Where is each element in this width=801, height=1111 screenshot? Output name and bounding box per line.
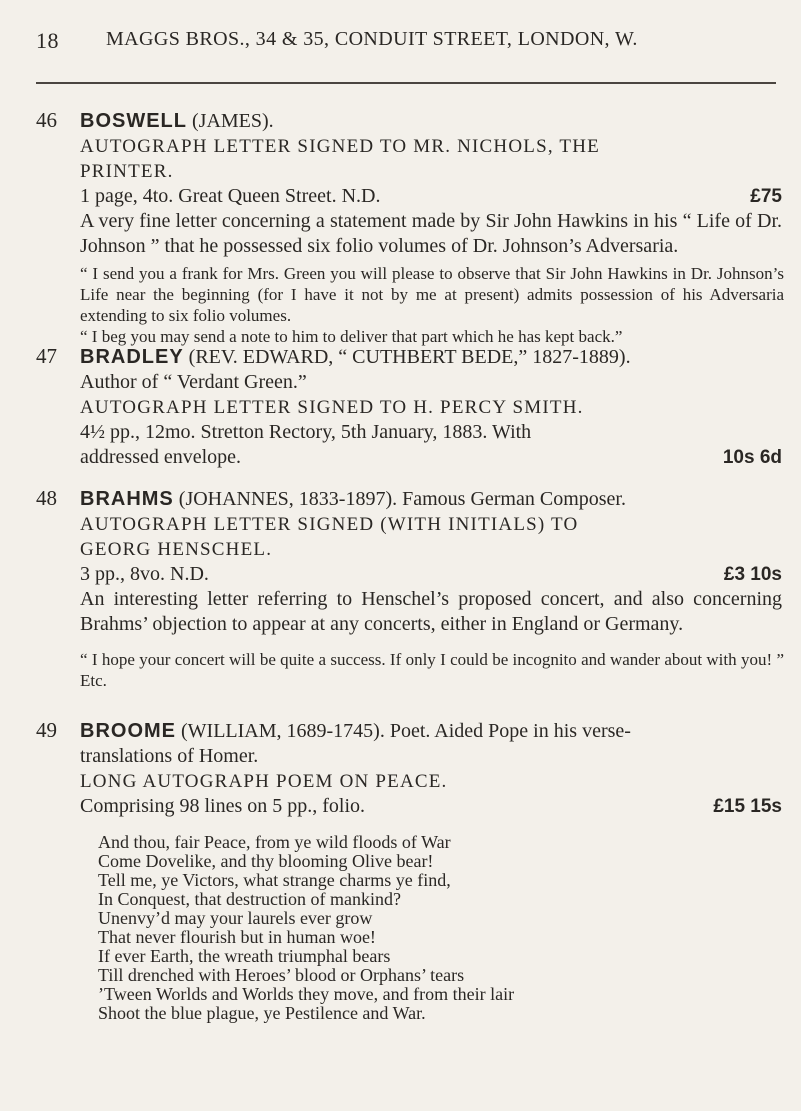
catalogue-entry-46	[36, 108, 786, 347]
author-name: BROOME	[80, 720, 176, 742]
item-quotation: “ I send you a frank for Mrs. Green you will please to observe that Sir John Hawkins in Dr. Johnson’s Life near the beginning (for I have it not by me at present) admits possession of his Adversaria extending to six folio volumes.	[80, 264, 784, 325]
item-format	[36, 562, 786, 587]
poem-line: Till drenched with Heroes’ blood or Orphans’ tears	[98, 965, 465, 985]
item-format	[36, 184, 786, 209]
item-price: £15 15s	[713, 796, 782, 817]
item-title: AUTOGRAPH LETTER SIGNED TO H. PERCY SMITH.	[80, 397, 584, 418]
page-header	[36, 28, 776, 68]
poem-excerpt	[36, 833, 786, 1023]
author-details: (REV. EDWARD, “ CUTHBERT BEDE,” 1827-1889).	[183, 346, 631, 368]
poem-line: ’Tween Worlds and Worlds they move, and from their lair	[98, 984, 515, 1004]
lot-number: 49	[36, 718, 57, 742]
author-details: (JOHANNES, 1833-1897). Famous German Composer.	[173, 488, 626, 510]
item-description: A very fine letter concerning a statement made by Sir John Hawkins in his “ Life of Dr. Johnson ” that he possessed six folio volumes of Dr. Johnson’s Adversaria.	[80, 210, 782, 257]
poem-line: That never flourish but in human woe!	[98, 927, 376, 947]
item-price: 10s 6d	[722, 447, 782, 468]
poem-line: In Conquest, that destruction of mankind?	[98, 889, 401, 909]
item-description: An interesting letter referring to Henschel’s proposed concert, and also concerning Brahms’ objection to appear at any concerts, either in England or Germany.	[80, 588, 782, 635]
entry-heading	[36, 486, 786, 512]
author-details: (WILLIAM, 1689-1745). Poet. Aided Pope in his verse-	[176, 720, 631, 742]
author-name: BRADLEY	[80, 346, 184, 368]
lot-number: 47	[36, 344, 57, 368]
entry-heading	[36, 344, 786, 370]
item-format	[36, 794, 786, 819]
catalogue-entry-47	[36, 344, 786, 470]
entry-heading	[36, 108, 786, 134]
author-note: translations of Homer.	[80, 745, 259, 767]
format-text: addressed envelope.	[80, 446, 242, 468]
running-head: MAGGS BROS., 34 & 35, CONDUIT STREET, LONDON, W.	[106, 28, 638, 50]
lot-number: 46	[36, 108, 57, 132]
spacer	[36, 819, 786, 833]
author-details: (JAMES).	[187, 110, 274, 132]
catalogue-entry-48	[36, 486, 786, 691]
format-text: 3 pp., 8vo. N.D.	[80, 563, 209, 585]
entry-heading	[36, 718, 786, 744]
poem-line: Shoot the blue plague, ye Pestilence and War.	[98, 1003, 426, 1023]
item-title: LONG AUTOGRAPH POEM ON PEACE.	[80, 771, 448, 792]
format-text: 1 page, 4to. Great Queen Street. N.D.	[80, 185, 381, 207]
page-number: 18	[36, 28, 59, 53]
item-title-continued: PRINTER.	[80, 161, 174, 182]
item-quotation: “ I hope your concert will be quite a success. If only I could be incognito and wander about with you! ” Etc.	[80, 650, 784, 690]
poem-line: Come Dovelike, and thy blooming Olive bear!	[98, 851, 434, 871]
item-title: AUTOGRAPH LETTER SIGNED (WITH INITIALS) TO	[80, 514, 579, 535]
author-name: BRAHMS	[80, 488, 174, 510]
item-format-continued	[36, 445, 786, 470]
catalogue-entry-49	[36, 718, 786, 1023]
author-note: Author of “ Verdant Green.”	[80, 371, 307, 393]
item-quotation-continued: “ I beg you may send a note to him to deliver that part which he has kept back.”	[80, 327, 623, 346]
header-rule	[36, 82, 776, 84]
lot-number: 48	[36, 486, 57, 510]
item-title-continued: GEORG HENSCHEL.	[80, 539, 273, 560]
item-title: AUTOGRAPH LETTER SIGNED TO MR. NICHOLS, THE	[80, 136, 600, 157]
poem-line: Unenvy’d may your laurels ever grow	[98, 908, 373, 928]
item-price: £75	[750, 186, 782, 207]
format-text: Comprising 98 lines on 5 pp., folio.	[80, 795, 365, 817]
poem-line: And thou, fair Peace, from ye wild floods of War	[98, 832, 451, 852]
poem-line: If ever Earth, the wreath triumphal bears	[98, 946, 391, 966]
item-format: 4½ pp., 12mo. Stretton Rectory, 5th January, 1883. With	[80, 421, 532, 443]
item-price: £3 10s	[723, 564, 782, 585]
poem-line: Tell me, ye Victors, what strange charms ye find,	[98, 870, 451, 890]
author-name: BOSWELL	[80, 110, 187, 132]
